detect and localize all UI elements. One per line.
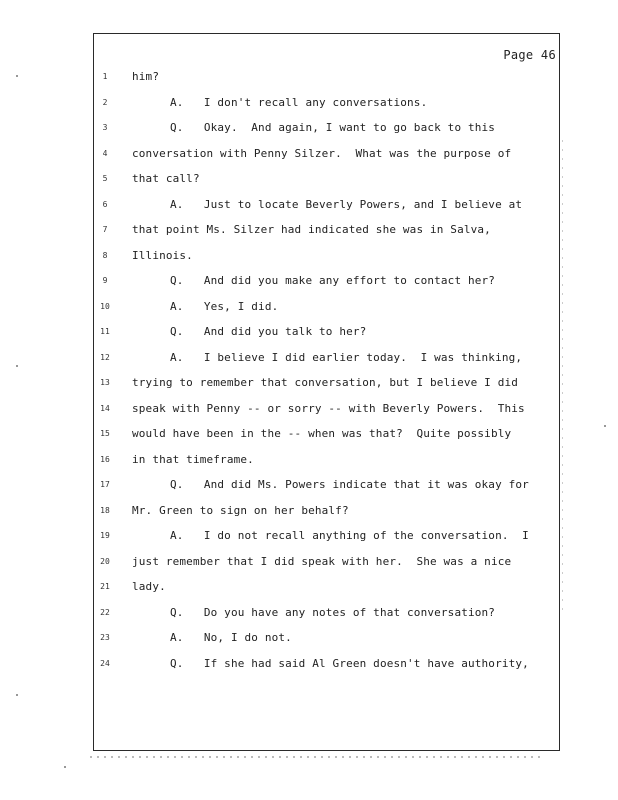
line-number: 3 — [102, 123, 108, 132]
line-number: 10 — [100, 301, 110, 311]
line-number: 7 — [102, 225, 108, 234]
line-text: that point Ms. Silzer had indicated she was in Salva, — [132, 223, 491, 236]
transcript-line — [0, 196, 618, 216]
transcript-line — [0, 94, 618, 114]
line-number: 11 — [100, 327, 110, 336]
transcript-line — [0, 170, 618, 190]
line-number: 6 — [102, 199, 108, 209]
line-number: 22 — [100, 607, 110, 617]
line-number: 9 — [102, 276, 108, 285]
line-text: lady. — [132, 580, 166, 593]
line-text: would have been in the -- when was that? Quite possibly — [132, 427, 512, 440]
transcript-line — [0, 400, 618, 420]
transcript-line — [0, 119, 618, 139]
line-text: just remember that I did speak with her. She was a nice — [132, 554, 512, 568]
transcript-line — [0, 68, 618, 88]
scan-speck — [604, 425, 606, 427]
line-text: trying to remember that conversation, but I believe I did — [132, 376, 519, 389]
transcript-line — [0, 553, 618, 573]
line-text: Q. And did you talk to her? — [170, 325, 367, 338]
transcript-line — [0, 502, 618, 522]
line-text: A. I do not recall anything of the conversation. I — [170, 529, 529, 542]
line-text: Mr. Green to sign on her behalf? — [132, 503, 349, 517]
line-text: speak with Penny -- or sorry -- with Beverly Powers. This — [132, 401, 525, 415]
transcript-line — [0, 476, 618, 496]
transcript-line — [0, 604, 618, 624]
line-text: that call? — [132, 172, 200, 185]
line-text: Q. And did Ms. Powers indicate that it was okay for — [170, 478, 529, 491]
transcript-line — [0, 655, 618, 675]
transcript-line — [0, 527, 618, 547]
line-text: Q. And did you make any effort to contact her? — [170, 274, 496, 287]
transcript-line — [0, 298, 618, 318]
line-number: 16 — [100, 454, 110, 464]
line-text: Illinois. — [132, 248, 193, 262]
scan-speck — [64, 766, 66, 768]
line-number: 19 — [100, 531, 110, 540]
line-text: A. Yes, I did. — [170, 299, 279, 313]
line-number: 18 — [100, 505, 110, 515]
page-number: Page 46 — [503, 48, 556, 62]
transcript-line — [0, 323, 618, 343]
line-number: 23 — [100, 633, 110, 642]
transcript-line — [0, 272, 618, 292]
line-number: 15 — [100, 429, 110, 438]
transcript-line — [0, 629, 618, 649]
line-text: in that timeframe. — [132, 452, 254, 466]
scan-artifact-bottom — [90, 756, 540, 758]
line-text: Q. Do you have any notes of that conversation? — [170, 605, 496, 619]
line-number: 1 — [102, 72, 108, 81]
line-number: 14 — [100, 403, 110, 413]
transcript-line — [0, 349, 618, 369]
line-text: conversation with Penny Silzer. What was the purpose of — [132, 146, 512, 160]
line-text: A. I don't recall any conversations. — [170, 95, 428, 109]
transcript-line — [0, 374, 618, 394]
line-number: 8 — [102, 250, 108, 260]
scan-speck — [16, 75, 18, 77]
line-number: 2 — [102, 97, 108, 107]
line-number: 17 — [100, 480, 110, 489]
line-number: 21 — [100, 582, 110, 591]
transcript-line — [0, 145, 618, 165]
scan-speck — [16, 694, 18, 696]
line-text: him? — [132, 70, 160, 83]
line-number: 5 — [102, 174, 108, 183]
line-text: A. No, I do not. — [170, 631, 292, 644]
line-text: Q. If she had said Al Green doesn't have authority, — [170, 656, 529, 670]
line-text: A. I believe I did earlier today. I was thinking, — [170, 350, 523, 364]
transcript-line — [0, 451, 618, 471]
line-number: 4 — [102, 148, 108, 158]
transcript-line — [0, 578, 618, 598]
line-number: 24 — [100, 658, 110, 668]
transcript-line — [0, 247, 618, 267]
line-number: 13 — [100, 378, 110, 387]
scan-artifact-right — [562, 140, 563, 610]
scan-speck — [16, 365, 18, 367]
line-text: Q. Okay. And again, I want to go back to this — [170, 121, 496, 134]
line-text: A. Just to locate Beverly Powers, and I believe at — [170, 197, 523, 211]
line-number: 20 — [100, 556, 110, 566]
line-number: 12 — [100, 352, 110, 362]
transcript-line — [0, 425, 618, 445]
transcript-line — [0, 221, 618, 241]
